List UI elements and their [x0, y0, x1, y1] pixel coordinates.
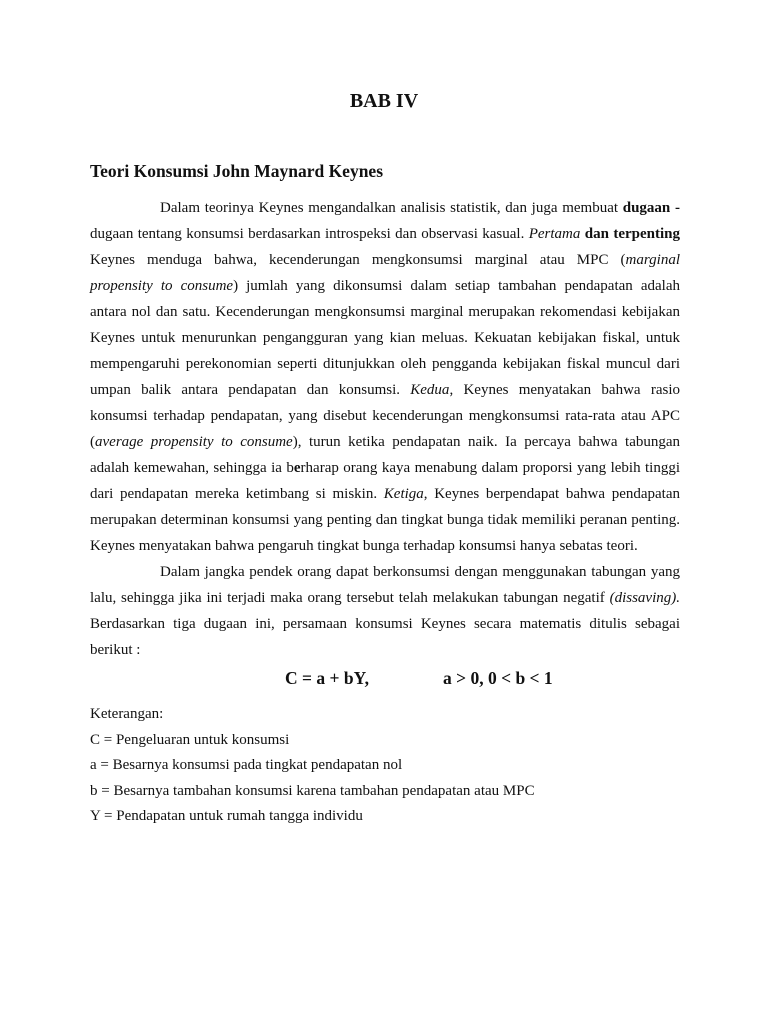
text-segment: ) jumlah yang dikonsumsi dalam setiap tambahan pendapatan adalah [233, 278, 680, 294]
text-segment: antara nol dan satu. Kecenderungan mengkonsumsi marginal merupakan rekomendasi kebijakan [90, 304, 680, 320]
text-line [90, 429, 680, 455]
text-line [90, 585, 680, 611]
italic-text: (dissaving). [609, 590, 680, 606]
text-line [90, 351, 680, 377]
text-segment: ( [90, 434, 95, 450]
text-line [90, 481, 680, 507]
equation-formula: C = a + bY, [285, 668, 369, 688]
definition-item: C = Pengeluaran untuk konsumsi [90, 731, 290, 748]
text-line [90, 221, 680, 247]
text-segment: dari pendapatan mereka ketimbang si miskin. [90, 486, 384, 502]
text-line [90, 247, 680, 273]
italic-text: average propensity to consume [95, 434, 293, 450]
section-heading: Teori Konsumsi John Maynard Keynes [90, 161, 384, 181]
text-segment: berikut : [90, 642, 141, 658]
text-segment: Berdasarkan tiga dugaan ini, persamaan konsumsi Keynes secara matematis ditulis sebagai [90, 616, 680, 632]
text-segment: , Keynes berpendapat bahwa pendapatan [423, 486, 680, 502]
text-line [90, 455, 680, 481]
text-segment: ), turun ketika pendapatan naik. Ia percaya bahwa tabungan [292, 434, 681, 450]
equation-constraints: a > 0, 0 < b < 1 [443, 668, 553, 688]
text-line [90, 325, 680, 351]
text-segment: adalah kemewahan, sehingga ia b [90, 460, 294, 476]
text-segment: dugaan tentang konsumsi berdasarkan introspeksi dan observasi kasual. [90, 226, 529, 242]
italic-text: Kedua [410, 382, 450, 398]
definitions-heading: Keterangan: [90, 706, 164, 722]
text-line [90, 611, 680, 637]
italic-text: marginal [625, 252, 680, 268]
bold-text: e [293, 460, 301, 476]
definition-item: b = Besarnya tambahan konsumsi karena tambahan pendapatan atau MPC [90, 782, 535, 799]
italic-text: Ketiga [383, 486, 424, 502]
italic-text: Pertama [528, 226, 581, 242]
bold-text: dan terpenting [580, 226, 680, 242]
text-line [90, 507, 680, 533]
text-segment: lalu, sehingga jika ini terjadi maka orang tersebut telah melakukan tabungan negatif [90, 590, 610, 606]
text-line [90, 533, 680, 559]
text-line [90, 559, 680, 585]
text-segment: Dalam teorinya Keynes mengandalkan analisis statistik, dan juga membuat [160, 200, 623, 216]
text-line [90, 377, 680, 403]
text-segment: rharap orang kaya menabung dalam proporsi yang lebih tinggi [300, 460, 680, 476]
text-line [90, 637, 680, 663]
consumption-equation [0, 665, 768, 691]
text-segment: mempengaruhi perekonomian seperti ditunjukkan oleh pengganda kebijakan fiskal muncul dari [90, 356, 680, 372]
text-segment: merupakan determinan konsumsi yang penting dan tingkat bunga tidak memiliki peranan penting. [90, 512, 680, 528]
text-line [90, 273, 680, 299]
text-line [90, 299, 680, 325]
text-segment: , Keynes menyatakan bahwa rasio [449, 382, 681, 398]
body-text [90, 195, 680, 663]
chapter-heading: BAB IV [349, 90, 419, 112]
definition-item: Y = Pendapatan untuk rumah tangga individu [90, 808, 363, 825]
italic-text: propensity to consume [90, 278, 234, 294]
bold-text: dugaan - [622, 200, 680, 216]
paragraph-2 [90, 559, 680, 663]
paragraph-1 [90, 195, 680, 559]
text-segment: Keynes menyatakan bahwa pengaruh tingkat bunga terhadap konsumsi hanya sebatas teori. [90, 538, 638, 554]
definition-item: a = Besarnya konsumsi pada tingkat pendapatan nol [90, 757, 403, 774]
text-segment: Keynes untuk menurunkan pengangguran yang kian meluas. Kekuatan kebijakan fiskal, untuk [90, 330, 680, 346]
text-segment: umpan balik antara pendapatan dan konsumsi. [90, 382, 411, 398]
text-segment: Dalam jangka pendek orang dapat berkonsumsi dengan menggunakan tabungan yang [160, 564, 680, 580]
text-line [90, 403, 680, 429]
definitions-list [90, 702, 535, 830]
text-segment: konsumsi terhadap pendapatan, yang disebut kecenderungan mengkonsumsi rata-rata atau APC [90, 408, 680, 424]
text-line [90, 195, 680, 221]
text-segment: Keynes menduga bahwa, kecenderungan mengkonsumsi marginal atau MPC ( [90, 252, 626, 268]
